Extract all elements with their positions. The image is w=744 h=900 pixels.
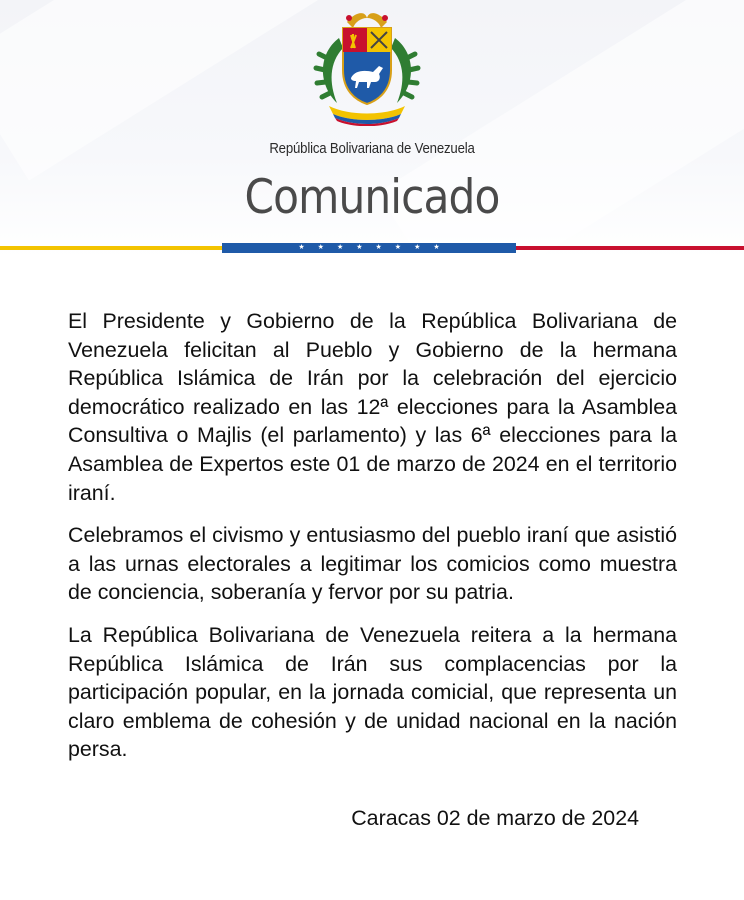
flag-red-band <box>516 246 744 250</box>
star-icon: ★ <box>414 244 421 251</box>
paragraph: Celebramos el civismo y entusiasmo del pueblo iraní que asistió a las urnas electorales a legitimar los comicios como muestra de conciencia, soberanía y fervor por su patria. <box>68 523 677 605</box>
flag-stars <box>222 243 516 253</box>
paragraph: La República Bolivariana de Venezuela reitera a la hermana República Islámica de Irán sus complacencias por la participación popular, en la jornada comicial, que representa un claro emblema de cohesión y de unidad nacional en la nación persa. <box>68 622 677 762</box>
star-icon: ★ <box>317 244 324 251</box>
paragraph: El Presidente y Gobierno de la República Bolivariana de Venezuela felicitan al Pueblo y Gobierno de la hermana República Islámica de Irán por la celebración del ejercicio democrático realizado en las 12ª elecciones para la Asamblea Consultiva o Majlis (el parlamento) y las 6ª elecciones para la Asamblea de Expertos este 01 de marzo de 2024 en el territorio iraní. <box>68 309 677 505</box>
star-icon: ★ <box>336 244 344 251</box>
coat-of-arms-icon <box>309 8 425 126</box>
republic-name: República Bolivariana de Venezuela <box>269 140 475 157</box>
star-icon: ★ <box>433 244 440 251</box>
place-and-date: Caracas 02 de marzo de 2024 <box>351 806 639 830</box>
communique-body <box>68 307 677 778</box>
flag-yellow-band <box>0 246 222 250</box>
star-icon: ★ <box>298 244 305 251</box>
star-icon: ★ <box>375 244 382 251</box>
star-icon: ★ <box>356 244 363 251</box>
page-title: Comunicado <box>244 170 500 225</box>
star-icon: ★ <box>394 244 402 251</box>
letterhead <box>0 0 744 258</box>
flag-color-bar <box>0 243 744 253</box>
